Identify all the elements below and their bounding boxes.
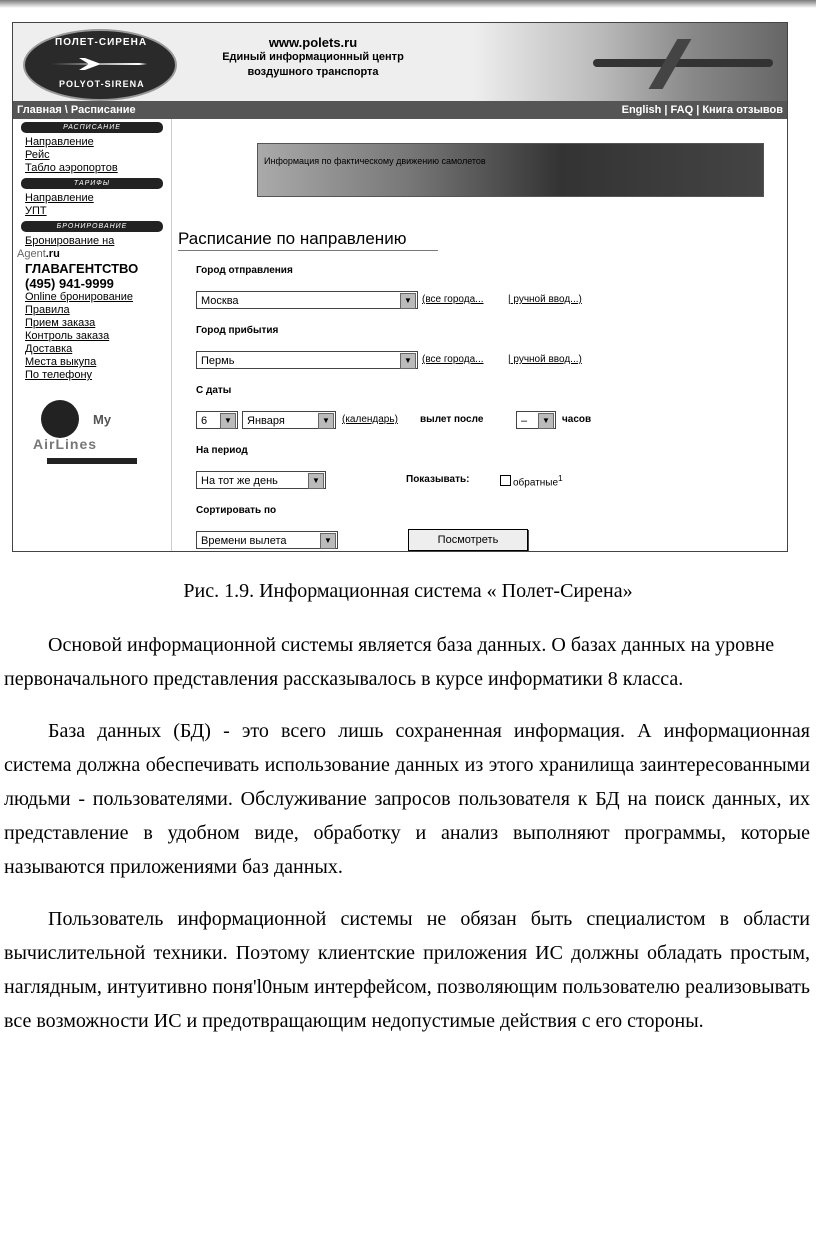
myairlines-my: My xyxy=(93,412,112,427)
hour-value: – xyxy=(521,415,528,427)
chevron-down-icon: ▼ xyxy=(318,413,334,429)
sort-value: Времени вылета xyxy=(201,535,287,547)
sidebar-link-upt[interactable]: УПТ xyxy=(25,205,47,217)
chevron-down-icon: ▼ xyxy=(400,353,416,369)
breadcrumb[interactable]: Главная \ Расписание xyxy=(17,104,136,116)
sidebar-section-tariffs: ТАРИФЫ xyxy=(21,178,163,189)
sidebar-link-order-intake[interactable]: Прием заказа xyxy=(25,317,96,329)
paragraph-1: Основой информационной системы является база данных. О базах данных на уровне первоначального представления рассказывалось в курсе информатики 8 класса. xyxy=(4,634,775,690)
agent-text: Agent xyxy=(17,248,46,260)
schedule-form xyxy=(178,229,778,547)
from-city-select[interactable] xyxy=(196,291,418,309)
sidebar-link-flight[interactable]: Рейс xyxy=(25,149,50,161)
calendar-link[interactable]: (календарь) xyxy=(342,414,398,425)
site-subtitle-1: Единый информационный центр xyxy=(222,51,404,63)
return-flights-checkbox[interactable] xyxy=(500,473,563,488)
sidebar-section-schedule: РАСПИСАНИЕ xyxy=(21,122,163,133)
glavagentstvo-logo[interactable]: ГЛАВАГЕНТСТВО xyxy=(25,261,139,276)
chevron-down-icon: ▼ xyxy=(320,533,336,549)
to-city-select[interactable] xyxy=(196,351,418,369)
paragraph-2: База данных (БД) - это всего лишь сохраненная информация. А информационная система должна обеспечивать использование данных из этого хранилища заинтересованными людьми - пользователями. Обслуживание запросов пользователя к БД на поиск данных, их представление в удобном виде, обработку и анализ выполняют программы, которые называются приложениями баз данных. xyxy=(4,720,810,878)
manual-input-link-from[interactable]: | ручной ввод...) xyxy=(508,294,582,305)
site-header xyxy=(13,23,787,101)
chevron-down-icon: ▼ xyxy=(400,293,416,309)
sidebar-link-order-control[interactable]: Контроль заказа xyxy=(25,330,110,342)
logo-text-top: ПОЛЕТ-СИРЕНА xyxy=(55,37,148,48)
period-value: На тот же день xyxy=(201,475,278,487)
chevron-down-icon: ▼ xyxy=(220,413,236,429)
view-button[interactable]: Посмотреть xyxy=(408,529,528,551)
day-select[interactable] xyxy=(196,411,238,429)
top-edge xyxy=(0,0,816,8)
sidebar-link-online-booking[interactable]: Online бронирование xyxy=(25,291,134,303)
footnote-mark: 1 xyxy=(558,473,563,483)
date-label: С даты xyxy=(196,385,232,396)
airplane-icon xyxy=(49,58,149,70)
checkbox-box[interactable] xyxy=(500,475,511,486)
day-value: 6 xyxy=(201,415,208,427)
depart-after-label: вылет после xyxy=(420,414,484,425)
to-city-value: Пермь xyxy=(201,355,235,367)
polet-sirena-logo xyxy=(23,29,177,101)
figure-caption: Рис. 1.9. Информационная система « Полет-Сирена» xyxy=(183,580,633,602)
agent-suffix: .ru xyxy=(45,248,60,260)
to-city-label: Город прибытия xyxy=(196,325,279,336)
sidebar-link-direction[interactable]: Направление xyxy=(25,136,94,148)
sort-label: Сортировать по xyxy=(196,505,277,516)
logo-text-bottom: POLYOT-SIRENA xyxy=(59,79,145,89)
hour-select[interactable] xyxy=(516,411,556,429)
sidebar-link-booking-on[interactable]: Бронирование на xyxy=(25,235,115,247)
return-flights-label: обратные xyxy=(513,477,559,489)
hours-label: часов xyxy=(562,414,592,425)
flight-info-banner[interactable] xyxy=(257,143,764,197)
top-links[interactable]: English | FAQ | Книга отзывов xyxy=(621,104,783,116)
from-city-value: Москва xyxy=(201,295,239,307)
site-url[interactable]: www.polets.ru xyxy=(268,35,358,50)
sidebar-link-rules[interactable]: Правила xyxy=(25,304,70,316)
nav-bar xyxy=(13,101,787,119)
site-subtitle-2: воздушного транспорта xyxy=(247,66,379,78)
all-cities-link-to[interactable]: (все города... xyxy=(422,354,484,365)
banner-text: Информация по фактическому движению самолетов xyxy=(264,156,486,166)
month-value: Января xyxy=(247,415,285,427)
sidebar-link-delivery[interactable]: Доставка xyxy=(25,343,73,355)
paragraph-3: Пользователь информационной системы не обязан быть специалистом в области вычислительной техники. Поэтому клиентские приложения ИС должны обладать простым, наглядным, интуитивно поня'l0ным интерфейсом, позволяющим пользователю реализовывать все возможности ИС и предотвращающим недопустимые действия с его стороны. xyxy=(4,908,810,1032)
sidebar-link-by-phone[interactable]: По телефону xyxy=(25,369,93,381)
chevron-down-icon: ▼ xyxy=(538,413,554,429)
glavagentstvo-phone: (495) 941-9999 xyxy=(25,276,114,291)
period-label: На период xyxy=(196,445,248,456)
from-city-label: Город отправления xyxy=(196,265,293,276)
chevron-down-icon: ▼ xyxy=(308,473,324,489)
sidebar-section-booking: БРОНИРОВАНИЕ xyxy=(21,221,163,232)
header-aircraft-photo xyxy=(473,23,787,101)
aircraft-fuselage xyxy=(593,59,773,67)
agent-logo[interactable] xyxy=(17,248,171,261)
sidebar-link-airport-board[interactable]: Табло аэропортов xyxy=(25,162,118,174)
sort-select[interactable] xyxy=(196,531,338,549)
month-select[interactable] xyxy=(242,411,336,429)
all-cities-link-from[interactable]: (все города... xyxy=(422,294,484,305)
sidebar xyxy=(13,119,172,551)
page-title: Расписание по направлению xyxy=(178,229,438,251)
sidebar-link-tariff-direction[interactable]: Направление xyxy=(25,192,94,204)
myairlines-text: AirLines xyxy=(33,436,98,452)
screenshot-figure xyxy=(12,22,788,552)
globe-icon xyxy=(41,400,79,438)
myairlines-logo[interactable] xyxy=(33,392,153,462)
manual-input-link-to[interactable]: | ручной ввод...) xyxy=(508,354,582,365)
period-select[interactable] xyxy=(196,471,326,489)
body-text xyxy=(4,628,810,1038)
myairlines-bar xyxy=(47,458,137,464)
show-label: Показывать: xyxy=(406,474,470,485)
site-title xyxy=(183,35,443,80)
sidebar-link-pickup-places[interactable]: Места выкупа xyxy=(25,356,97,368)
